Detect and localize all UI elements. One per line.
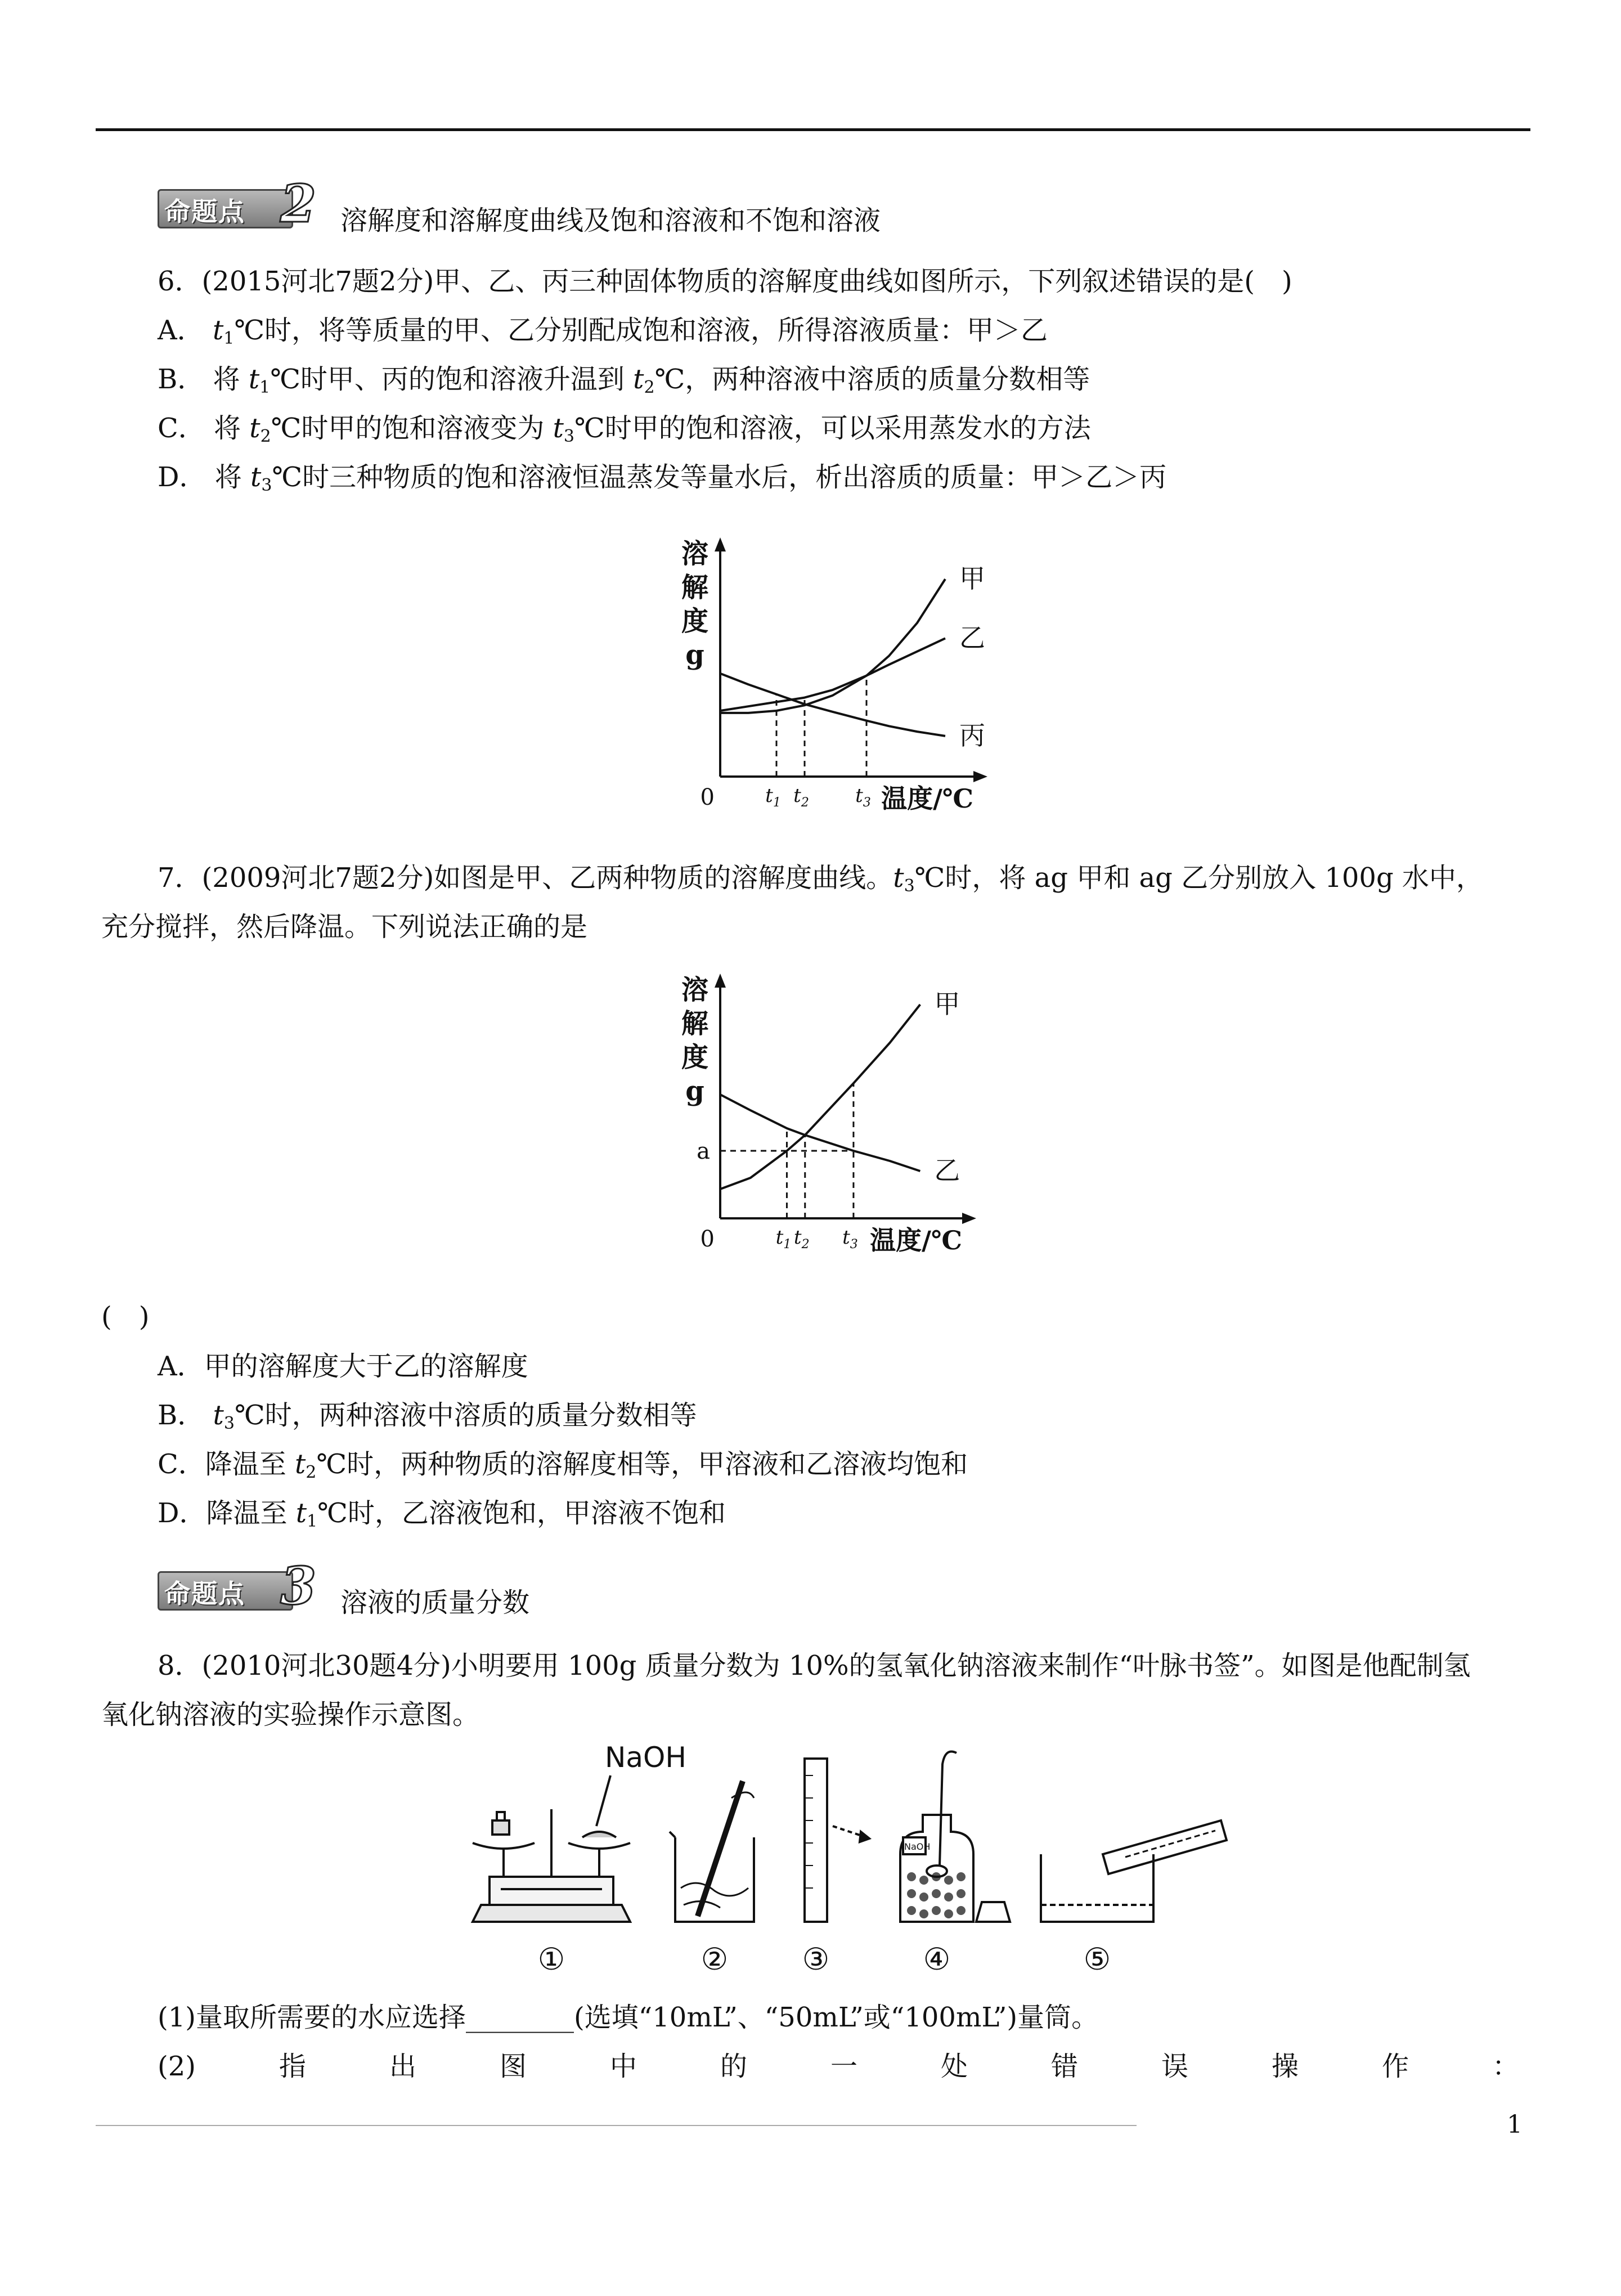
option-a: A．甲的溶解度大于乙的溶解度 — [158, 1351, 528, 1382]
series-line-乙 — [720, 1095, 920, 1171]
experiment-apparatus-figure — [461, 1742, 1238, 1978]
step-label-3: ③ — [802, 1941, 830, 1977]
bottle-label: NaOH — [904, 1841, 931, 1852]
x-axis-label: 温度/℃ — [881, 783, 973, 814]
x-tick-label: $t_1$ — [775, 1226, 792, 1252]
option-c: C．降温至 $t_2℃$时，两种物质的溶解度相等，甲溶液和乙溶液均饱和 — [158, 1449, 968, 1482]
series-line-甲 — [720, 579, 945, 713]
y-tick-label: a — [697, 1138, 710, 1164]
x-tick-label: $t_2$ — [793, 1226, 810, 1252]
x-tick-label: $t_3$ — [855, 784, 871, 810]
step-label-1: ① — [537, 1941, 565, 1977]
balance-icon — [473, 1742, 686, 1922]
beaker-icon — [670, 1781, 754, 1922]
question-stem: 7．(2009河北7题2分)如图是甲、乙两种物质的溶解度曲线。$t_3℃$时，将 ag 甲和 ag 乙分别放入 100g 水中， — [158, 862, 1483, 896]
question-stem: 8．(2010河北30题4分)小明要用 100g 质量分数为 10%的氢氧化钠溶液来制作“叶脉书签”。如图是他配制氢 — [158, 1650, 1471, 1681]
pouring-beaker-icon — [1041, 1820, 1227, 1922]
reagent-bottle-icon — [900, 1752, 1010, 1922]
question-stem-continued: 氧化钠溶液的实验操作示意图。 — [101, 1699, 480, 1730]
badge-number: 3 — [280, 1555, 317, 1616]
series-label: 乙 — [934, 1155, 960, 1186]
option-b: B． 将 $t_1℃$时甲、丙的饱和溶液升温到 $t_2℃$，两种溶液中溶质的质量分数相等 — [158, 364, 1090, 397]
series-label: 甲 — [959, 563, 985, 594]
series-line-乙 — [720, 638, 945, 711]
question-source: (2015河北7题2分) — [201, 266, 434, 297]
y-axis-label-char: 度 — [681, 1042, 709, 1073]
series-label: 乙 — [959, 622, 985, 653]
answer-blank: ( ) — [101, 1301, 150, 1333]
step-label-2: ② — [701, 1941, 729, 1977]
step-label-4: ④ — [923, 1941, 951, 1977]
option-d: D．降温至 $t_1℃$时，乙溶液饱和，甲溶液不饱和 — [158, 1497, 726, 1531]
series-label: 丙 — [959, 720, 985, 751]
origin-label: 0 — [700, 1226, 715, 1252]
question-number: 6． — [158, 266, 202, 297]
x-tick-label: $t_3$ — [842, 1226, 858, 1252]
y-axis-label-char: 度 — [681, 606, 709, 637]
x-axis-label: 温度/℃ — [870, 1225, 962, 1255]
answer-line — [96, 2125, 1137, 2126]
option-d: D． 将 $t_3℃$时三种物质的饱和溶液恒温蒸发等量水后，析出溶质的质量：甲＞乙＞丙 — [158, 461, 1167, 495]
badge-number: 2 — [280, 173, 317, 234]
y-axis-label-char: g — [685, 639, 704, 671]
y-axis-arrow — [715, 537, 726, 551]
graduated-cylinder-icon — [805, 1759, 869, 1922]
question-stem — [158, 264, 1292, 298]
option-c: C． 将 $t_2℃$时甲的饱和溶液变为 $t_3℃$时甲的饱和溶液，可以采用蒸发水的方法 — [158, 412, 1091, 446]
section-title: 溶液的质量分数 — [340, 1587, 530, 1618]
step-label-5: ⑤ — [1083, 1941, 1111, 1977]
y-axis-label-char: 溶 — [681, 538, 709, 569]
y-axis-label-char: 解 — [681, 1008, 709, 1039]
x-axis-arrow — [973, 771, 987, 782]
option-b: B． $t_3℃$时，两种溶液中溶质的质量分数相等 — [158, 1400, 697, 1433]
badge-label: 命题点 — [164, 196, 245, 227]
naoh-label: NaOH — [605, 1742, 686, 1774]
solubility-chart-1 — [664, 529, 1024, 833]
y-axis-label-char: 解 — [681, 572, 709, 603]
sub-question-2: (2) 指 出 图 中 的 一 处 错 误 操 作 ： — [158, 2051, 1519, 2082]
origin-label: 0 — [700, 784, 715, 810]
question-stem-continued: 充分搅拌，然后降温。下列说法正确的是 — [101, 911, 588, 943]
y-axis-arrow — [715, 974, 726, 988]
y-axis-label-char: 溶 — [681, 974, 709, 1006]
x-axis-arrow — [962, 1213, 976, 1224]
sub-question-1: (1)量取所需要的水应选择________(选填“10mL”、“50mL”或“100mL”)量筒。 — [158, 2002, 1099, 2033]
section-badge — [158, 173, 326, 234]
section-title: 溶解度和溶解度曲线及饱和溶液和不饱和溶液 — [340, 205, 881, 236]
x-tick-label: $t_1$ — [765, 784, 781, 810]
badge-label: 命题点 — [164, 1578, 245, 1609]
option-a: A． $t_1℃$时，将等质量的甲、乙分别配成饱和溶液，所得溶液质量：甲＞乙 — [158, 315, 1048, 348]
x-tick-label: $t_2$ — [793, 784, 809, 810]
series-label: 甲 — [934, 989, 960, 1019]
y-axis-label-char: g — [685, 1075, 704, 1107]
page-number: 1 — [1507, 2110, 1523, 2139]
section-badge — [158, 1555, 326, 1616]
solubility-chart-2 — [664, 959, 1024, 1275]
question-text: 甲、乙、丙三种固体物质的溶解度曲线如图所示，下列叙述错误的是( ) — [434, 266, 1292, 297]
header-rule — [96, 128, 1530, 131]
